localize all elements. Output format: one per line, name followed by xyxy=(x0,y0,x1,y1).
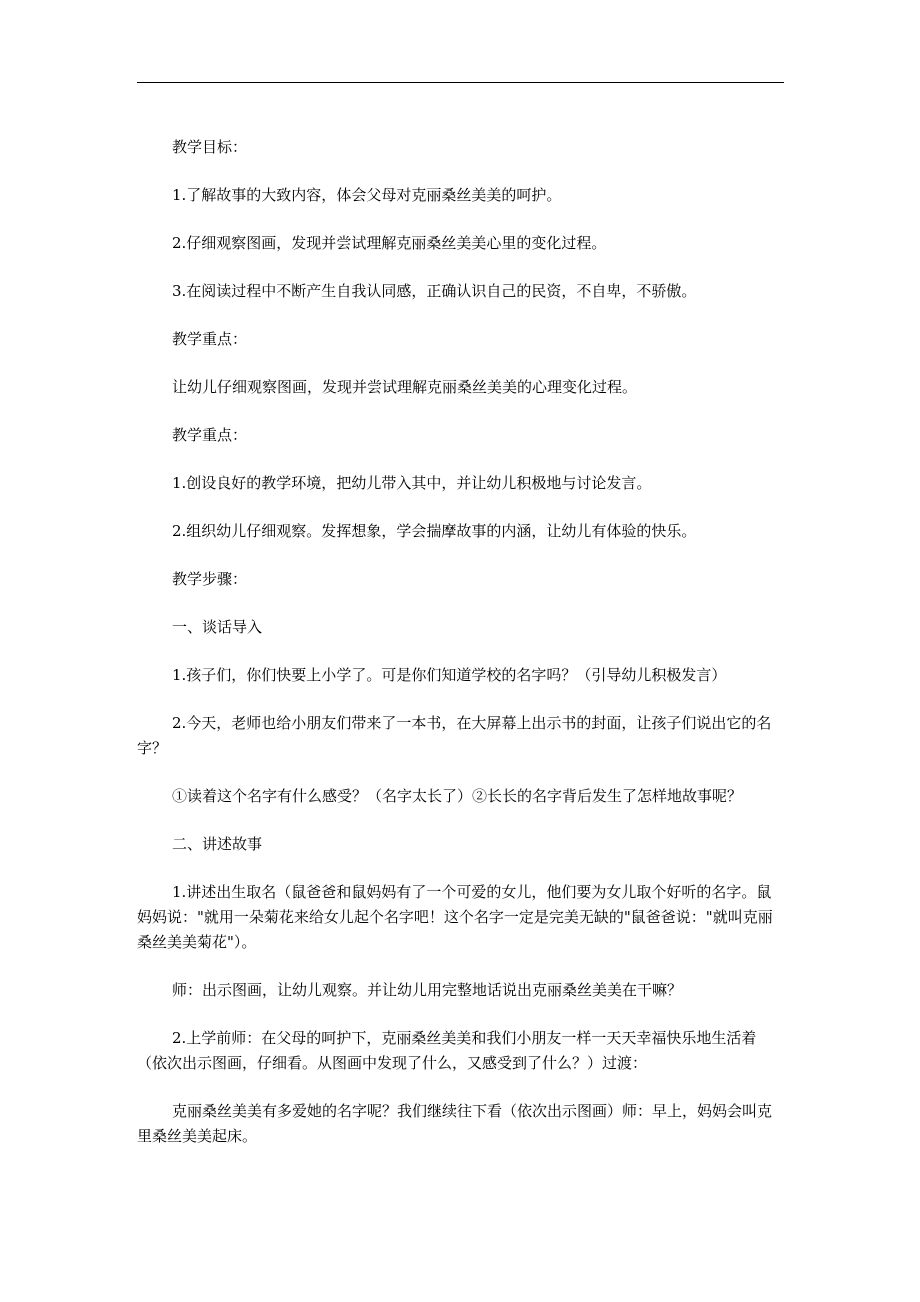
step-2-2: 2.上学前师：在父母的呵护下，克丽桑丝美美和我们小朋友一样一天天幸福快乐地生活着（依次出示图画，仔细看。从图画中发现了什么，又感受到了什么？）过渡： xyxy=(137,1029,757,1072)
heading-teaching-focus-2: 教学重点： xyxy=(172,426,248,444)
header-rule xyxy=(137,82,784,83)
heading-teaching-steps: 教学步骤： xyxy=(172,570,248,588)
focus-item-2: 2.组织幼儿仔细观察。发挥想象，学会揣摩故事的内涵，让幼儿有体验的快乐。 xyxy=(172,522,697,540)
goal-item-1: 1.了解故事的大致内容，体会父母对克丽桑丝美美的呵护。 xyxy=(172,186,562,204)
step-2-1: 1.讲述出生取名（鼠爸爸和鼠妈妈有了一个可爱的女儿，他们要为女儿取个好听的名字。鼠妈妈说："就用一朵菊花来给女儿起个名字吧！这个名字一定是完美无缺的"鼠爸爸说："就叫克丽桑丝美美菊花"）。 xyxy=(137,883,773,951)
section-heading-1: 一、谈话导入 xyxy=(172,618,263,636)
document-body xyxy=(137,135,784,1172)
goal-item-3: 3.在阅读过程中不断产生自我认同感，正确认识自己的民资，不自卑，不骄傲。 xyxy=(172,282,697,300)
focus-item-1: 1.创设良好的教学环境，把幼儿带入其中，并让幼儿积极地与讨论发言。 xyxy=(172,474,652,492)
step-2-1-teacher: 师：出示图画，让幼儿观察。并让幼儿用完整地话说出克丽桑丝美美在干嘛？ xyxy=(172,981,683,999)
heading-teaching-goals: 教学目标： xyxy=(172,138,248,156)
step-1-2: 2.今天，老师也给小朋友们带来了一本书，在大屏幕上出示书的封面，让孩子们说出它的名字？ xyxy=(137,714,772,757)
step-2-2-continued: 克丽桑丝美美有多爱她的名字呢？我们继续往下看（依次出示图画）师：早上，妈妈会叫克里桑丝美美起床。 xyxy=(137,1102,773,1145)
goal-item-2: 2.仔细观察图画，发现并尝试理解克丽桑丝美美心里的变化过程。 xyxy=(172,234,607,252)
focus-item: 让幼儿仔细观察图画，发现并尝试理解克丽桑丝美美的心理变化过程。 xyxy=(172,378,638,396)
step-1-1: 1.孩子们，你们快要上小学了。可是你们知道学校的名字吗？（引导幼儿积极发言） xyxy=(172,666,727,684)
section-heading-2: 二、讲述故事 xyxy=(172,835,263,853)
heading-teaching-focus: 教学重点： xyxy=(172,330,248,348)
step-1-3: ①读着这个名字有什么感受？（名字太长了）②长长的名字背后发生了怎样地故事呢？ xyxy=(172,787,743,805)
